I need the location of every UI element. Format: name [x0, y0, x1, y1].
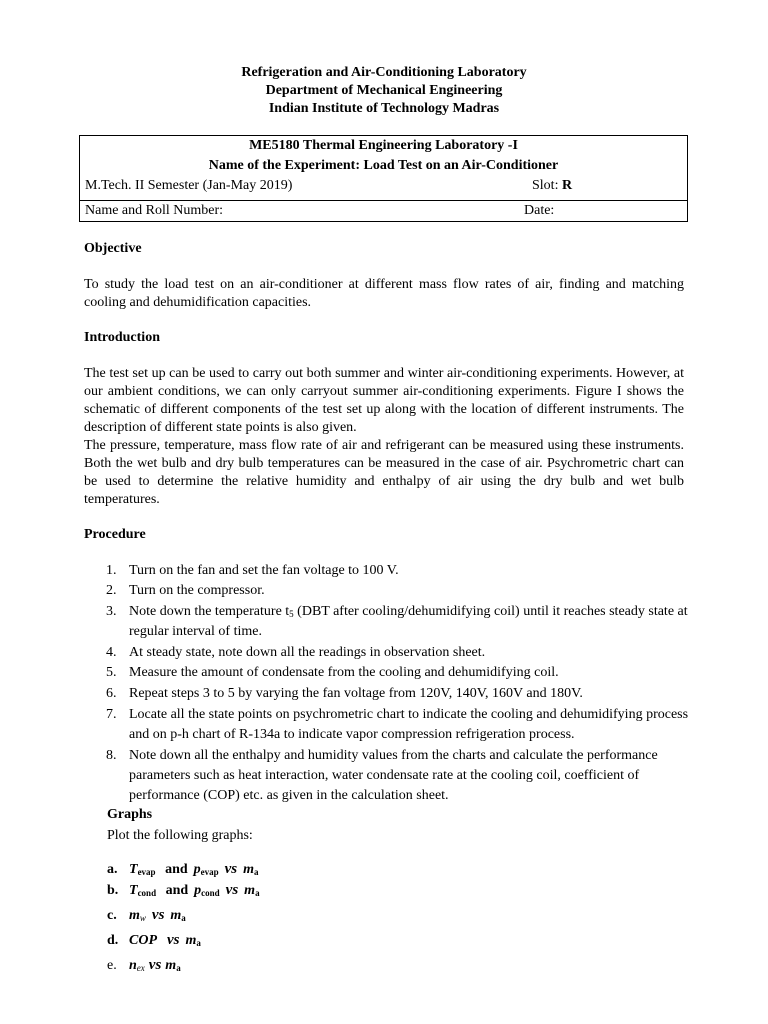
variable-subscript: w — [139, 913, 146, 923]
step-number: 2. — [106, 583, 117, 598]
step-text: Locate all the state points on psychrometric chart to indicate the cooling and dehumidifying process and on p-h chart of R-134a to indicate vapor compression refrigeration process. — [129, 707, 689, 742]
name-date-box — [79, 200, 688, 222]
step-text: At steady state, note down all the readings in observation sheet. — [129, 645, 486, 660]
versus-text: vs — [148, 957, 162, 973]
step-text: Turn on the compressor. — [129, 583, 265, 598]
graph-item-label: a. — [107, 862, 118, 877]
versus-text: vs — [225, 882, 239, 898]
step-text: Turn on the fan and set the fan voltage to 100 V. — [129, 563, 399, 578]
step-text: Measure the amount of condensate from the cooling and dehumidifying coil. — [129, 665, 559, 680]
step-text: Repeat steps 3 to 5 by varying the fan voltage from 120V, 140V, 160V and 180V. — [129, 686, 583, 701]
header-institute: Indian Institute of Technology Madras — [268, 101, 500, 116]
slot-value: R — [561, 178, 573, 193]
variable-symbol: COP — [129, 933, 157, 948]
variable-symbol: n — [129, 958, 137, 973]
step-number: 6. — [106, 686, 117, 701]
conjunction: and — [165, 883, 189, 898]
graph-item-label: d. — [107, 933, 119, 948]
variable-subscript: cond — [201, 888, 220, 898]
graphs-intro: Plot the following graphs: — [107, 828, 253, 843]
variable-subscript: a — [181, 913, 186, 923]
step-number: 4. — [106, 645, 117, 660]
variable-symbol: m — [170, 908, 182, 923]
variable-subscript: a — [176, 963, 181, 973]
introduction-paragraph-2: The pressure, temperature, mass flow rate of air and refrigerant can be measured using these instruments. Both the wet bulb and dry bulb temperatures can be measured in the case of air. Psychrometric chart can be used to determine the relative humidity and enthalpy of air using the dry bulb and wet bulb temperatures. — [84, 438, 684, 507]
step-number: 3. — [106, 604, 117, 619]
step-number: 5. — [106, 665, 117, 680]
variable-symbol: p — [193, 862, 201, 877]
step-text-part: (DBT after cooling/dehumidifying coil) until it reaches steady state at regular interval of time. — [129, 604, 688, 639]
variable-symbol: T — [129, 862, 138, 877]
course-title: ME5180 Thermal Engineering Laboratory -I — [249, 138, 518, 153]
course-info-box — [79, 135, 688, 201]
versus-text: vs — [224, 861, 238, 877]
variable-symbol: m — [243, 862, 255, 877]
objective-text: To study the load test on an air-conditioner at different mass flow rates of air, finding and matching cooling and dehumidification capacities. — [84, 277, 684, 310]
slot-label: Slot: — [532, 178, 562, 193]
graph-item-label: c. — [107, 908, 117, 923]
step-text: Note down all the enthalpy and humidity values from the charts and calculate the performance parameters such as heat interaction, water condensate rate at the cooling coil, coefficient of performance (COP) etc. as given in the calculation sheet. — [129, 748, 658, 803]
graph-item — [107, 882, 260, 899]
experiment-name: Name of the Experiment: Load Test on an Air-Conditioner — [208, 158, 559, 173]
conjunction: and — [165, 862, 188, 877]
variable-subscript: a — [255, 888, 260, 898]
step-number: 8. — [106, 748, 117, 763]
objective-heading: Objective — [84, 241, 142, 256]
graph-item-label: e. — [107, 958, 117, 973]
header-department: Department of Mechanical Engineering — [265, 83, 503, 98]
versus-text: vs — [167, 932, 180, 948]
graph-item — [107, 932, 201, 949]
slot-field — [532, 178, 572, 194]
introduction-paragraph-1: The test set up can be used to carry out both summer and winter air-conditioning experiments. However, at our ambient conditions, we can only carryout summer air-conditioning experiments. Figure I shows the schematic of different components of the test set up along with the location of different instruments. The description of different state points is also given. — [84, 366, 684, 435]
introduction-heading: Introduction — [84, 330, 160, 345]
variable-subscript: evap — [200, 867, 219, 877]
step-number: 7. — [106, 707, 117, 722]
variable-symbol: m — [129, 908, 140, 923]
date-label: Date: — [524, 203, 555, 218]
variable-symbol: m — [244, 883, 256, 898]
procedure-heading: Procedure — [84, 527, 146, 542]
temperature-subscript: 5 — [289, 609, 294, 619]
name-roll-label: Name and Roll Number: — [85, 203, 224, 218]
variable-symbol: m — [185, 933, 197, 948]
graph-item — [107, 861, 259, 878]
versus-text: vs — [151, 907, 165, 923]
program-semester: M.Tech. II Semester (Jan-May 2019) — [85, 178, 293, 193]
variable-subscript: a — [254, 867, 259, 877]
variable-subscript: a — [196, 938, 201, 948]
variable-subscript: cond — [137, 888, 157, 898]
step-number: 1. — [106, 563, 117, 578]
step-text — [129, 602, 689, 642]
step-text-part: Note down the temperature t — [129, 604, 290, 619]
graphs-heading: Graphs — [107, 807, 153, 822]
variable-symbol: T — [129, 883, 138, 898]
variable-subscript: ex — [136, 963, 145, 973]
header-lab-name: Refrigeration and Air-Conditioning Laboratory — [241, 65, 527, 80]
variable-symbol: p — [194, 883, 202, 898]
variable-subscript: evap — [137, 867, 156, 877]
graph-item — [107, 957, 181, 974]
graph-item-label: b. — [107, 883, 119, 898]
variable-symbol: m — [165, 958, 177, 973]
graph-item — [107, 907, 186, 924]
